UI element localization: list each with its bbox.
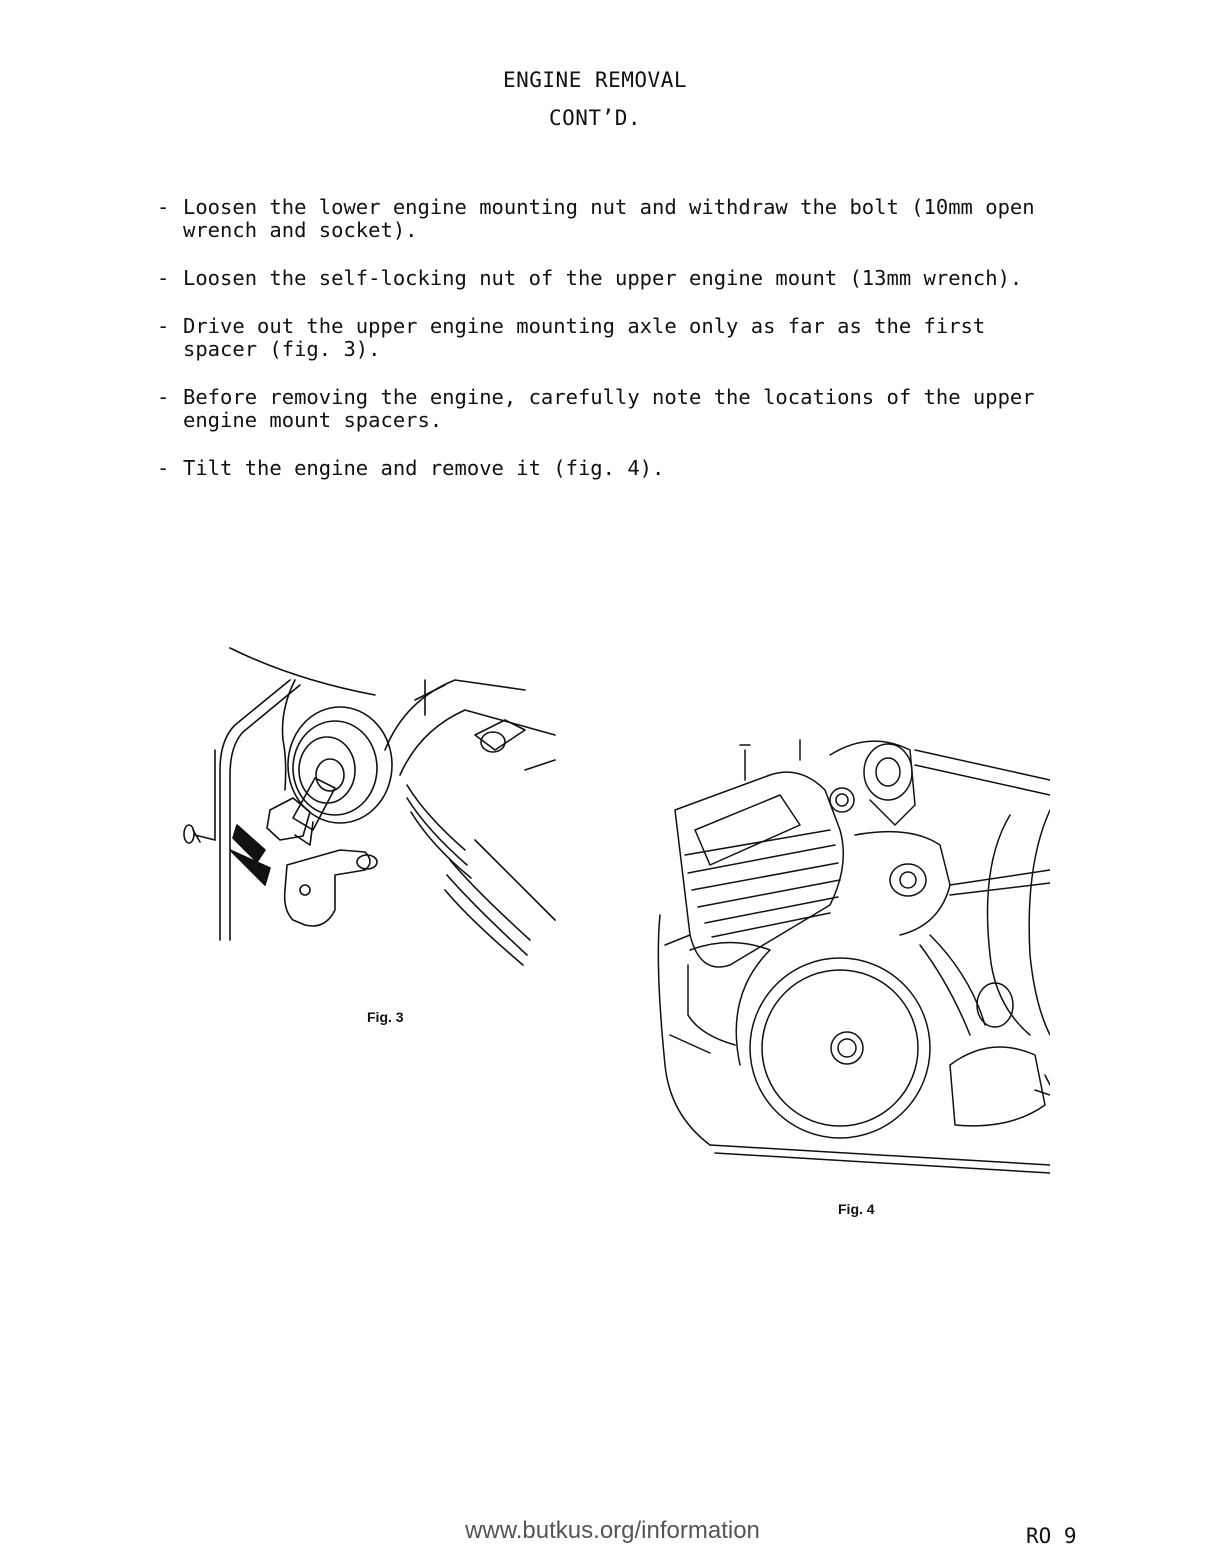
instruction-step xyxy=(157,457,1057,480)
instruction-step xyxy=(157,386,1057,432)
step-text: Drive out the upper engine mounting axle only as far as the first spacer (fig. 3). xyxy=(183,314,986,361)
page-number: RO 9 xyxy=(1026,1524,1077,1548)
footer-url: www.butkus.org/information xyxy=(465,1517,760,1544)
instruction-step xyxy=(157,315,1057,361)
fig3-drawing xyxy=(175,640,565,970)
step-dash: - xyxy=(157,195,170,219)
page-subtitle: CONT’D. xyxy=(548,106,641,130)
step-text: Loosen the self-locking nut of the upper engine mount (13mm wrench). xyxy=(183,266,1023,290)
step-text: Tilt the engine and remove it (fig. 4). xyxy=(183,456,665,480)
step-text: Loosen the lower engine mounting nut and withdraw the bolt (10mm open wrench and socket). xyxy=(183,195,1035,242)
fig4-drawing xyxy=(650,735,1050,1175)
page-title: ENGINE REMOVAL xyxy=(502,68,687,92)
step-text: Before removing the engine, carefully note the locations of the upper engine mount spacers. xyxy=(183,385,1035,432)
step-dash: - xyxy=(157,266,170,290)
step-dash: - xyxy=(157,456,170,480)
step-dash: - xyxy=(157,385,170,409)
instruction-step xyxy=(157,196,1057,242)
fig3-caption: Fig. 3 xyxy=(367,1009,404,1025)
instruction-list xyxy=(157,196,1057,505)
instruction-step xyxy=(157,267,1057,290)
fig4-caption: Fig. 4 xyxy=(838,1201,875,1217)
step-dash: - xyxy=(157,314,170,338)
